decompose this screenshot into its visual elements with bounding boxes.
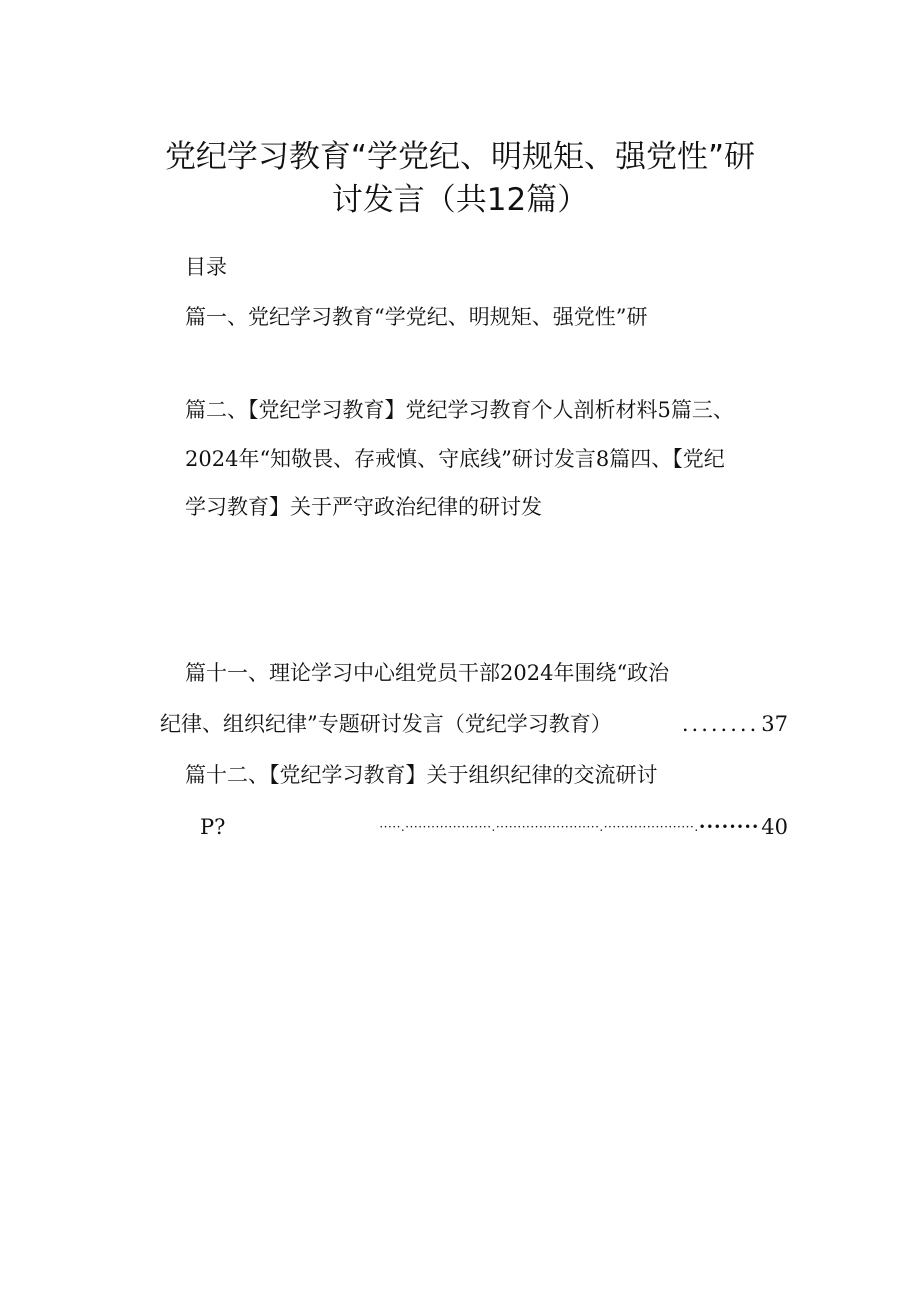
- toc-entry-2-line-3: 学习教育】关于严守政治纪律的研讨发: [185, 495, 542, 519]
- document-title-line-2: 讨发言（共12篇）: [331, 182, 589, 218]
- toc-entry-11-line-1: 篇十一、理论学习中心组党员干部2024年围绕“政治: [185, 661, 670, 685]
- toc-entry-12-dot-leader: ·····.····················.························.·····················.••••••••: [379, 820, 760, 834]
- toc-entry-11-dot-leader: ........: [681, 712, 760, 736]
- toc-entry-11-text: 纪律、组织纪律”专题研讨发言（党纪学习教育）: [160, 712, 612, 736]
- toc-entry-11-page-number: 37: [761, 712, 788, 736]
- toc-entry-12-line-1: 篇十二、【党纪学习教育】关于组织纪律的交流研讨: [185, 763, 658, 787]
- document-title-line-1: 党纪学习教育“学党纪、明规矩、强党性”研: [164, 139, 756, 175]
- toc-entry-2-line-1: 篇二、【党纪学习教育】党纪学习教育个人剖析材料5篇三、: [185, 398, 734, 422]
- toc-entry-12-line-2: [200, 812, 788, 842]
- toc-entry-12-prefix: P?: [200, 815, 226, 839]
- toc-entry-2-line-2: 2024年“知敬畏、存戒慎、守底线”研讨发言8篇四、【党纪: [185, 447, 725, 471]
- toc-entry-1: 篇一、党纪学习教育“学党纪、明规矩、强党性”研: [185, 305, 648, 329]
- toc-entry-11-spacer: [612, 709, 682, 739]
- toc-heading: 目录: [185, 255, 227, 279]
- toc-entry-12-page-number: 40: [761, 815, 788, 839]
- toc-entry-11-line-2: [160, 709, 788, 739]
